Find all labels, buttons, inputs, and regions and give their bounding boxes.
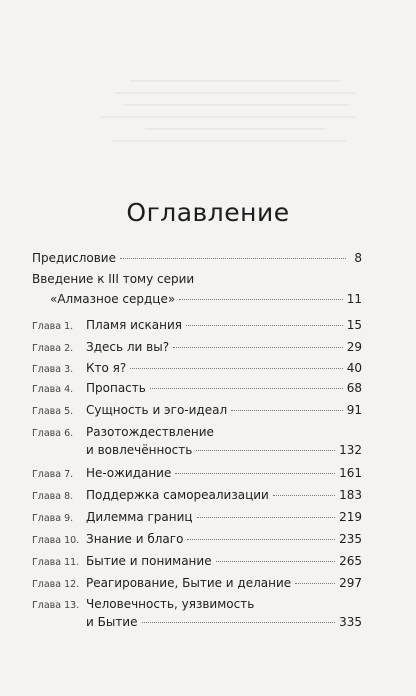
entry-page: 11 [346, 292, 362, 306]
entry-page: 219 [339, 510, 362, 524]
entry-page: 132 [339, 443, 362, 457]
entry-title: Знание и благо [86, 532, 184, 546]
entry-page: 8 [354, 251, 362, 265]
entry-page: 335 [339, 615, 362, 629]
chapter-label: Глава 2. [32, 343, 74, 354]
entry-title: Человечность, уязвимость [86, 597, 255, 611]
entry-title: Пропасть [86, 381, 146, 395]
dot-leader [197, 517, 336, 518]
chapter-label: Глава 4. [32, 384, 74, 395]
entry-title: Реагирование, Бытие и делание [86, 576, 292, 590]
entry-page: 297 [339, 576, 362, 590]
entry-title: Кто я? [86, 361, 127, 375]
entry-title: Сущность и эго-идеал [86, 403, 228, 417]
entry-title: Дилемма границ [86, 510, 193, 524]
chapter-label: Глава 13. [32, 600, 80, 611]
entry-title: Поддержка самореализации [86, 488, 269, 502]
dot-leader [179, 299, 343, 300]
chapter-label: Глава 12. [32, 579, 80, 590]
entry-title: Введение к III тому серии [32, 272, 195, 286]
entry-title: Предисловие [32, 251, 116, 265]
dot-leader [130, 368, 342, 369]
entry-title: Бытие и понимание [86, 554, 212, 568]
dot-leader [295, 583, 335, 584]
entry-title: Разотождествление [86, 425, 214, 439]
entry-page: 68 [346, 381, 362, 395]
dot-leader [150, 388, 343, 389]
chapter-label: Глава 8. [32, 491, 74, 502]
chapter-label: Глава 1. [32, 321, 74, 332]
chapter-label: Глава 7. [32, 469, 74, 480]
entry-title: Пламя искания [86, 318, 182, 332]
dot-leader [273, 495, 335, 496]
entry-title-continued: и вовлечённость [86, 443, 193, 457]
dot-leader [187, 539, 335, 540]
dot-leader [175, 473, 335, 474]
entry-page: 91 [346, 403, 362, 417]
entry-title-continued: «Алмазное сердце» [50, 292, 176, 306]
dot-leader [120, 258, 346, 259]
dot-leader [196, 450, 335, 451]
entry-page: 265 [339, 554, 362, 568]
entry-page: 183 [339, 488, 362, 502]
dot-leader [142, 622, 336, 623]
dot-leader [216, 561, 336, 562]
chapter-label: Глава 3. [32, 364, 74, 375]
dot-leader [186, 325, 343, 326]
entry-title-continued: и Бытие [86, 615, 138, 629]
chapter-label: Глава 11. [32, 557, 80, 568]
entry-title: Здесь ли вы? [86, 340, 170, 354]
entry-page: 161 [339, 466, 362, 480]
entry-page: 235 [339, 532, 362, 546]
page-title: Оглавление [126, 198, 290, 227]
dot-leader [173, 347, 343, 348]
chapter-label: Глава 5. [32, 406, 74, 417]
chapter-label: Глава 10. [32, 535, 80, 546]
entry-page: 29 [346, 340, 362, 354]
dot-leader [231, 410, 343, 411]
chapter-label: Глава 6. [32, 428, 74, 439]
chapter-label: Глава 9. [32, 513, 74, 524]
entry-page: 15 [346, 318, 362, 332]
entry-title: Не-ожидание [86, 466, 172, 480]
entry-page: 40 [346, 361, 362, 375]
